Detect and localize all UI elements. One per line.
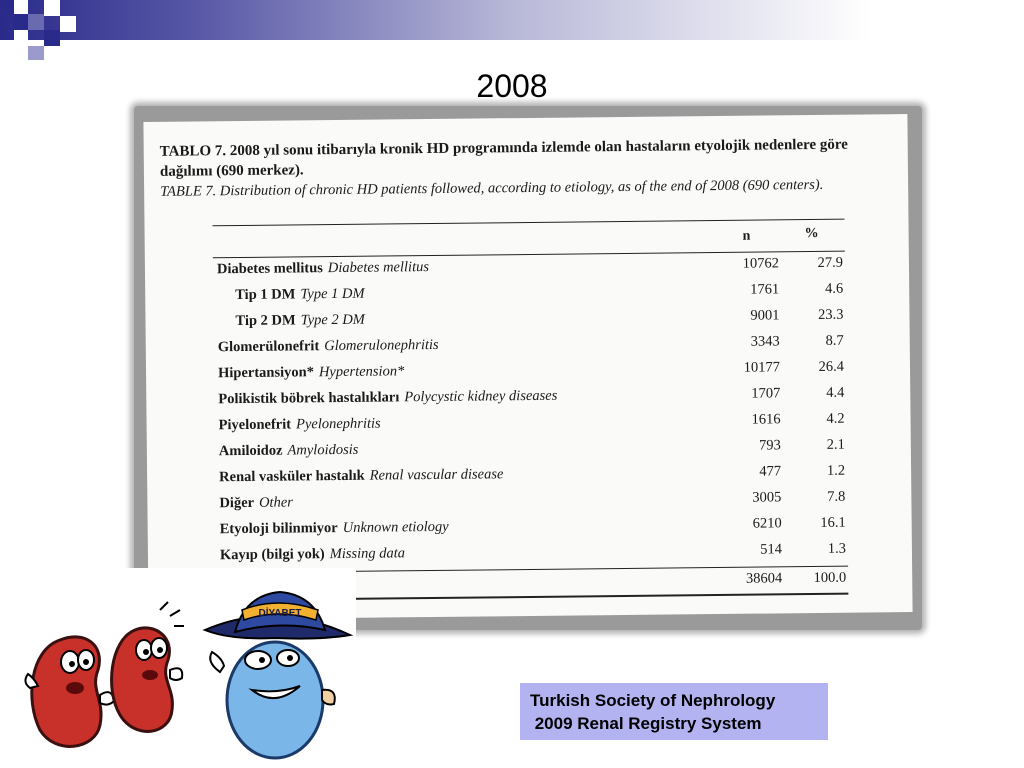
patient-percent: 8.7	[825, 332, 844, 349]
etiology-english: Unknown etiology	[342, 518, 449, 536]
etiology-english: Polycystic kidney diseases	[404, 387, 558, 406]
etiology-turkish: Amiloidoz	[218, 442, 283, 460]
decor-square	[0, 0, 14, 14]
patient-count: 1707	[751, 385, 781, 402]
etiology-turkish: Polikistik böbrek hastalıkları	[218, 389, 400, 408]
patient-percent: 4.4	[826, 384, 845, 401]
etiology-english: Other	[258, 494, 293, 511]
table-top-rule	[212, 219, 844, 227]
decor-square	[44, 30, 60, 46]
patient-count: 9001	[750, 307, 780, 324]
patient-count: 793	[759, 437, 781, 454]
patient-percent: 1.3	[827, 540, 847, 557]
registry-system-label: 2009 Renal Registry System	[530, 714, 762, 733]
decor-square	[60, 16, 76, 32]
slide-title: 2008	[476, 68, 548, 104]
decor-square	[14, 30, 28, 46]
etiology-turkish: Piyelonefrit	[218, 416, 292, 434]
total-n: 38604	[745, 570, 783, 587]
etiology-label	[219, 416, 381, 435]
patient-count: 3005	[752, 489, 782, 506]
etiology-label	[235, 286, 365, 304]
etiology-turkish: Diğer	[219, 494, 255, 512]
etiology-label	[220, 519, 449, 538]
etiology-label	[218, 388, 557, 409]
decor-square	[14, 0, 28, 14]
etiology-turkish: Tip 1 DM	[235, 286, 296, 304]
decor-square	[44, 0, 60, 16]
hat-label: DİYABET	[258, 608, 302, 619]
etiology-label	[219, 442, 359, 460]
patient-count: 1616	[751, 411, 781, 428]
column-header-n: n	[742, 228, 751, 244]
etiology-label	[217, 259, 429, 278]
etiology-label	[235, 312, 365, 330]
patient-percent: 23.3	[818, 306, 844, 323]
etiology-english: Pyelonephritis	[295, 415, 381, 433]
etiology-label	[220, 545, 405, 564]
etiology-english: Renal vascular disease	[369, 466, 504, 484]
etiology-turkish: Renal vasküler hastalık	[219, 467, 365, 486]
header-gradient-bar	[0, 0, 1024, 40]
etiology-turkish: Etyoloji bilinmiyor	[219, 520, 338, 538]
patient-count: 3343	[750, 333, 780, 350]
diabetes-character	[205, 592, 350, 758]
patient-percent: 27.9	[817, 254, 844, 271]
patient-count: 1761	[750, 281, 780, 298]
etiology-english: Diabetes mellitus	[327, 259, 430, 277]
patient-count: 514	[760, 541, 783, 558]
etiology-turkish: Tip 2 DM	[235, 312, 296, 330]
etiology-label	[218, 363, 404, 382]
patient-percent: 16.1	[820, 514, 846, 531]
etiology-label	[218, 337, 439, 356]
decor-square	[28, 14, 44, 30]
etiology-english: Hypertension*	[318, 363, 405, 381]
kidney-character-right	[112, 602, 184, 731]
table-caption-turkish: TABLO 7. 2008 yıl sonu itibarıyla kronik HD programında izlemde olan hastaların etyolojik nedenlere göre dağılımı (690 merkez).	[159, 136, 849, 180]
etiology-english: Glomerulonephritis	[324, 336, 439, 355]
patient-count: 6210	[752, 515, 782, 532]
organization-caption-box	[520, 683, 828, 740]
organization-name: Turkish Society of Nephrology	[530, 691, 776, 710]
patient-percent: 7.8	[827, 488, 846, 505]
kidney-diabetes-cartoon	[20, 580, 360, 760]
patient-percent: 1.2	[826, 462, 846, 479]
table-caption-english: TABLE 7. Distribution of chronic HD patients followed, according to etiology, as of the end of 2008 (690 centers).	[160, 176, 824, 200]
etiology-english: Type 2 DM	[300, 311, 365, 329]
kidney-character-left	[25, 637, 114, 747]
decor-square	[28, 46, 44, 60]
patient-count: 10762	[742, 255, 780, 272]
decor-square	[14, 14, 28, 30]
etiology-turkish: Hipertansiyon*	[217, 364, 315, 382]
etiology-english: Amyloidosis	[287, 441, 359, 459]
patient-percent: 26.4	[818, 358, 845, 375]
etiology-turkish: Diabetes mellitus	[216, 260, 323, 278]
etiology-english: Type 1 DM	[300, 285, 365, 303]
patient-percent: 4.2	[826, 410, 845, 427]
patient-percent: 2.1	[826, 436, 845, 453]
etiology-english: Missing data	[329, 545, 406, 563]
total-percent: 100.0	[813, 569, 847, 587]
etiology-label	[219, 466, 503, 486]
etiology-turkish: Kayıp (bilgi yok)	[219, 546, 325, 564]
patient-count: 477	[759, 463, 782, 480]
patient-percent: 4.6	[824, 280, 844, 297]
patient-count: 10177	[743, 359, 781, 376]
registry-table-scan	[143, 114, 912, 620]
column-header-percent: %	[804, 225, 819, 242]
etiology-turkish: Glomerülonefrit	[217, 338, 320, 356]
etiology-label	[219, 494, 293, 512]
